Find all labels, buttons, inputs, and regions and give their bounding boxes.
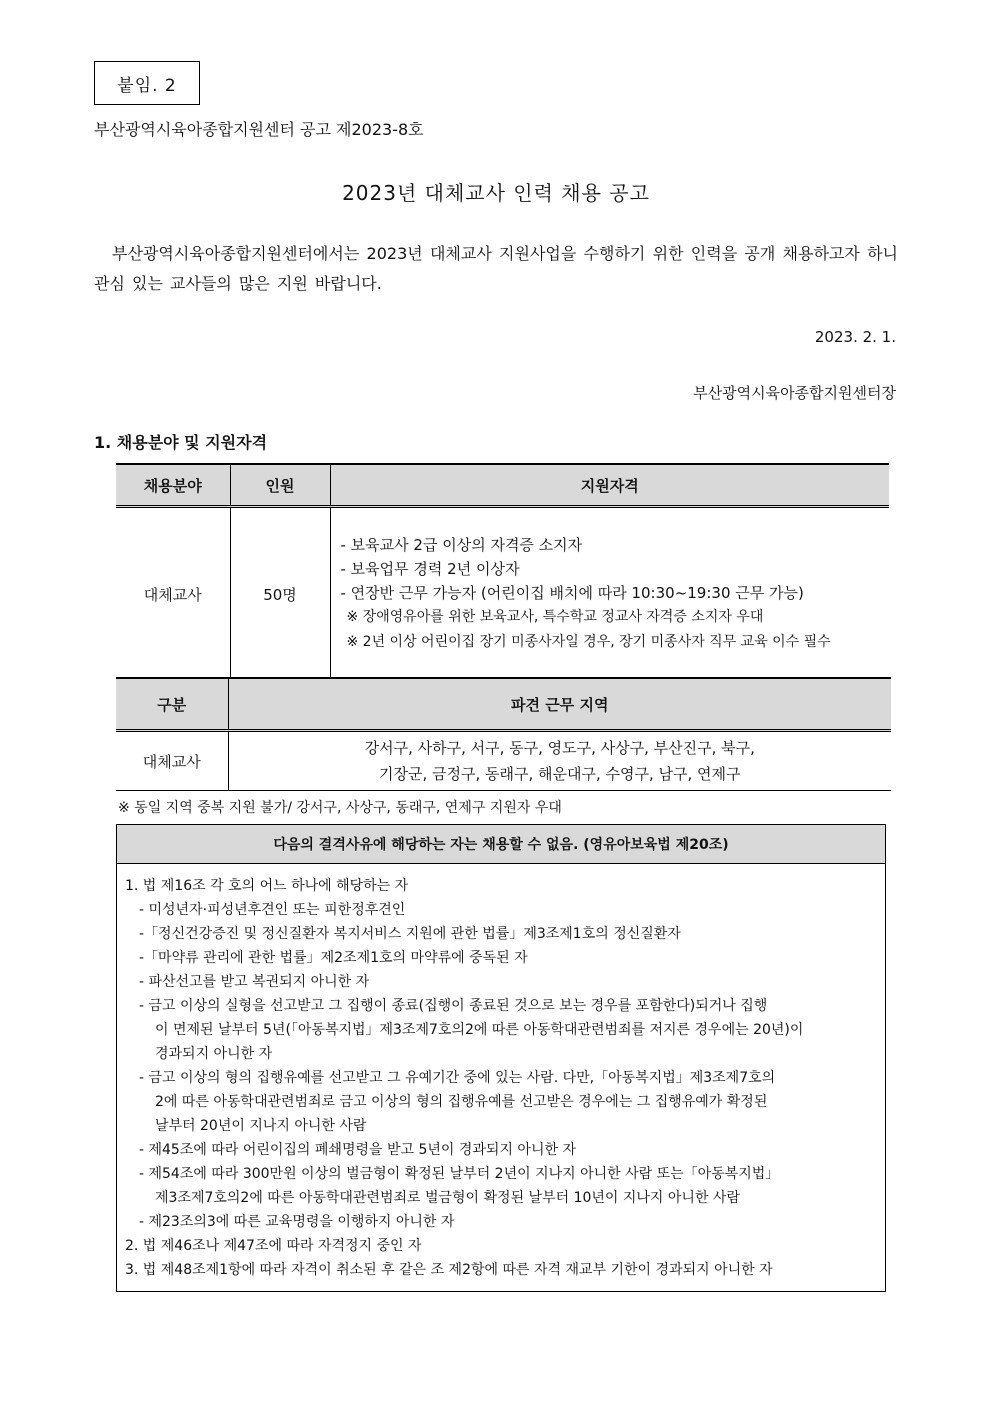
areas-line: 강서구, 사하구, 서구, 동구, 영도구, 사상구, 부산진구, 북구, [364, 739, 755, 757]
disqualification-line: 2에 따른 아동학대관련범죄로 금고 이상의 형의 집행유예를 선고받은 경우에는 그 집행유예가 확정된 [155, 1094, 768, 1110]
intro-paragraph: 부산광역시육아종합지원센터에서는 2023년 대체교사 지원사업을 수행하기 위한 인력을 공개 채용하고자 하니 관심 있는 교사들의 많은 지원 바랍니다. [94, 244, 898, 293]
qualification-note: ※ 장애영유아를 위한 보육교사, 특수학교 정교사 자격증 소지자 우대 [346, 609, 764, 625]
header-count: 인원 [230, 464, 330, 507]
table-header-row [116, 678, 891, 731]
header-category: 구분 [116, 678, 228, 731]
attachment-label: 붙임. 2 [94, 61, 200, 105]
disqualification-heading: 다음의 결격사유에 해당하는 자는 채용할 수 없음. (영유아보육법 제20조) [117, 825, 885, 864]
qualifications-cell [330, 507, 889, 681]
field-cell: 대체교사 [116, 507, 230, 681]
disqualification-line: 경과되지 아니한 자 [155, 1046, 273, 1062]
disqualification-line: - 금고 이상의 실형을 선고받고 그 집행이 종료(집행이 종료된 것으로 보는 경우를 포함한다)되거나 집행 [139, 998, 768, 1014]
area-table [116, 677, 891, 791]
table-header-row [116, 464, 889, 507]
disqualification-line: - 제54조에 따라 300만원 이상의 벌금형이 확정된 날부터 2년이 지나지 아니한 사람 또는「아동복지법」 [139, 1166, 780, 1182]
disqualification-line: 2. 법 제46조나 제47조에 따라 자격정지 중인 자 [125, 1238, 422, 1254]
areas-line: 기장군, 금정구, 동래구, 해운대구, 수영구, 남구, 연제구 [378, 765, 741, 783]
qualification-item: - 보육업무 경력 2년 이상자 [340, 560, 520, 578]
area-note: ※ 동일 지역 중복 지원 불가/ 강서구, 사상구, 동래구, 연제구 지원자 우대 [118, 800, 562, 816]
disqualification-line: - 파산선고를 받고 복권되지 아니한 자 [139, 974, 370, 990]
qualification-item: - 보육교사 2급 이상의 자격증 소지자 [340, 536, 583, 554]
areas-cell [228, 731, 891, 791]
disqualification-box [116, 824, 886, 1292]
notice-date: 2023. 2. 1. [814, 328, 896, 346]
table-row [116, 507, 889, 681]
disqualification-line: 1. 법 제16조 각 호의 어느 하나에 해당하는 자 [125, 878, 409, 894]
qualification-item: - 연장반 근무 가능자 (어린이집 배치에 따라 10:30~19:30 근무 가능) [340, 584, 804, 602]
category-cell: 대체교사 [116, 731, 228, 791]
issuing-organization: 부산광역시육아종합지원센터장 [693, 384, 896, 402]
disqualification-line: 날부터 20년이 지나지 아니한 사람 [155, 1118, 367, 1134]
header-field: 채용분야 [116, 464, 230, 507]
disqualification-line: - 미성년자·피성년후견인 또는 피한정후견인 [139, 902, 406, 918]
count-cell: 50명 [230, 507, 330, 681]
recruitment-table [116, 463, 889, 681]
notice-number: 부산광역시육아종합지원센터 공고 제2023-8호 [94, 120, 424, 139]
disqualification-line: 이 면제된 날부터 5년(「아동복지법」제3조제7호의2에 따른 아동학대관련범죄를 저지른 경우에는 20년)이 [155, 1022, 804, 1038]
disqualification-line: - 제23조의3에 따른 교육명령을 이행하지 아니한 자 [139, 1214, 455, 1230]
disqualification-line: - 제45조에 따라 어린이집의 폐쇄명령을 받고 5년이 경과되지 아니한 자 [139, 1142, 576, 1158]
disqualification-list [117, 864, 885, 1282]
page-title: 2023년 대체교사 인력 채용 공고 [342, 181, 650, 205]
disqualification-line: -「마약류 관리에 관한 법률」제2조제1호의 마약류에 중독된 자 [139, 950, 528, 966]
disqualification-line: - 금고 이상의 형의 집행유예를 선고받고 그 유예기간 중에 있는 사람. 다만,「아동복지법」제3조제7호의 [139, 1070, 776, 1086]
disqualification-line: 3. 법 제48조제1항에 따라 자격이 취소된 후 같은 조 제2항에 따른 자격 재교부 기한이 경과되지 아니한 자 [125, 1262, 773, 1278]
header-qualifications: 지원자격 [330, 464, 889, 507]
qualification-note: ※ 2년 이상 어린이집 장기 미종사자일 경우, 장기 미종사자 직무 교육 이수 필수 [346, 634, 831, 650]
table-row [116, 731, 891, 791]
disqualification-line: -「정신건강증진 및 정신질환자 복지서비스 지원에 관한 법률」제3조제1호의 정신질환자 [139, 926, 681, 942]
section-title: 1. 채용분야 및 지원자격 [94, 433, 268, 452]
disqualification-line: 제3조제7호의2에 따른 아동학대관련범죄로 벌금형이 확정된 날부터 10년이 지나지 아니한 사람 [155, 1190, 740, 1206]
header-areas: 파견 근무 지역 [228, 678, 891, 731]
